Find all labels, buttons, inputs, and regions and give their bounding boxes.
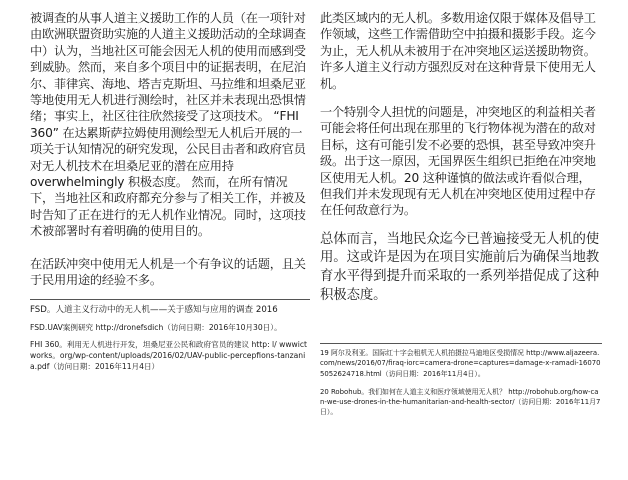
footnote-19: 19 阿尔及利亚。国际红十字会租机无人机拍摄拉马迪地区受损情况 http://www.aljazeera.com/news/2016/07/firaq-iorc=camera-drone=captures=damage-x-ramadi-160705052624718.html（访问日期：2016年11月4日）。 xyxy=(320,349,601,378)
right-paragraph-2: 一个特别令人担忧的问题是，冲突地区的利益相关者可能会将任何出现在那里的飞行物体视为潜在的敌对目标，这有可能引发不必要的恐惧，甚至导致冲突升级。出于这一原因，无国界医生组织已拒绝在冲突地区使用无人机。20 这种谨慎的做法或许看似合理，但我们并未发现现有无人机在冲突地区使用过程中存在任何敌意行为。 xyxy=(320,105,596,218)
footnote-fsd-survey: FSD。人道主义行动中的无人机——关于感知与应用的调查 2016 xyxy=(30,304,278,315)
right-paragraph-3: 总体而言，当地民众迄今已普遍接受无人机的使用。这或许是因为在项目实施前后为确保当地教育水平得到提升而采取的一系列举措促成了这种积极态度。 xyxy=(320,231,600,303)
left-paragraph-1: 被调查的从事人道主义援助工作的人员（在一项针对由欧洲联盟资助实施的人道主义援助活动的全球调查中）认为，当地社区可能会因无人机的使用而感到受到威胁。然而，来自多个项目中的证据表明，在尼泊尔、菲律宾、海地、塔吉克斯坦、马拉维和坦桑尼亚等地使用无人机进行测绘时，社区并未表现出恐惧情绪；事实上，社区往往欣然接受了这项技术。 “FHI 360” 在达累斯萨拉姆使用测绘型无人机后开展的一项关于认知情况的研究发现，公民目击者和政府官员对无人机技术在坦桑尼亚的潜在应用持 overwhelmingly 积极态度。 然而，在所有情况下，当地社区和政府都充分参与了相关工作，并被及时告知了正在进行的无人机作业情况。同时，这项技术被部署时有着明确的使用目的。 xyxy=(30,11,306,239)
footnote-20: 20 Robohub。我们如何在人道主义和医疗领域使用无人机？ http://robohub.org/how-can-we-use-drones-in-the-humanitarian-and-health-sector/（访问日期：2016年11月7日）。 xyxy=(320,387,601,417)
left-paragraph-2: 在活跃冲突中使用无人机是一个有争议的话题，且关于民用用途的经验不多。 xyxy=(30,256,306,288)
right-column xyxy=(320,10,602,417)
right-paragraph-1: 此类区域内的无人机。多数用途仅限于媒体及倡导工作领域，这些工作需借助空中拍摄和摄影手段。迄今为止，无人机从未被用于在冲突地区运送援助物资。许多人道主义行动方强烈反对在这种背景下使用无人机。 xyxy=(320,11,596,91)
left-column xyxy=(30,10,310,372)
footnote-fhi360: FHI 360。利用无人机进行开发，坦桑尼亚公民和政府官员的建议 http: l/ wwwictworks。org/wp-content/uploads/2016/02/UAV-public-percepfions-tanzania.pdf（访问日期：2016年11月4日） xyxy=(30,339,308,372)
footnote-fsd-case-study: FSD.UAV案例研究 http://dronefsdich（访问日期：2016年10月30日）。 xyxy=(30,322,282,332)
